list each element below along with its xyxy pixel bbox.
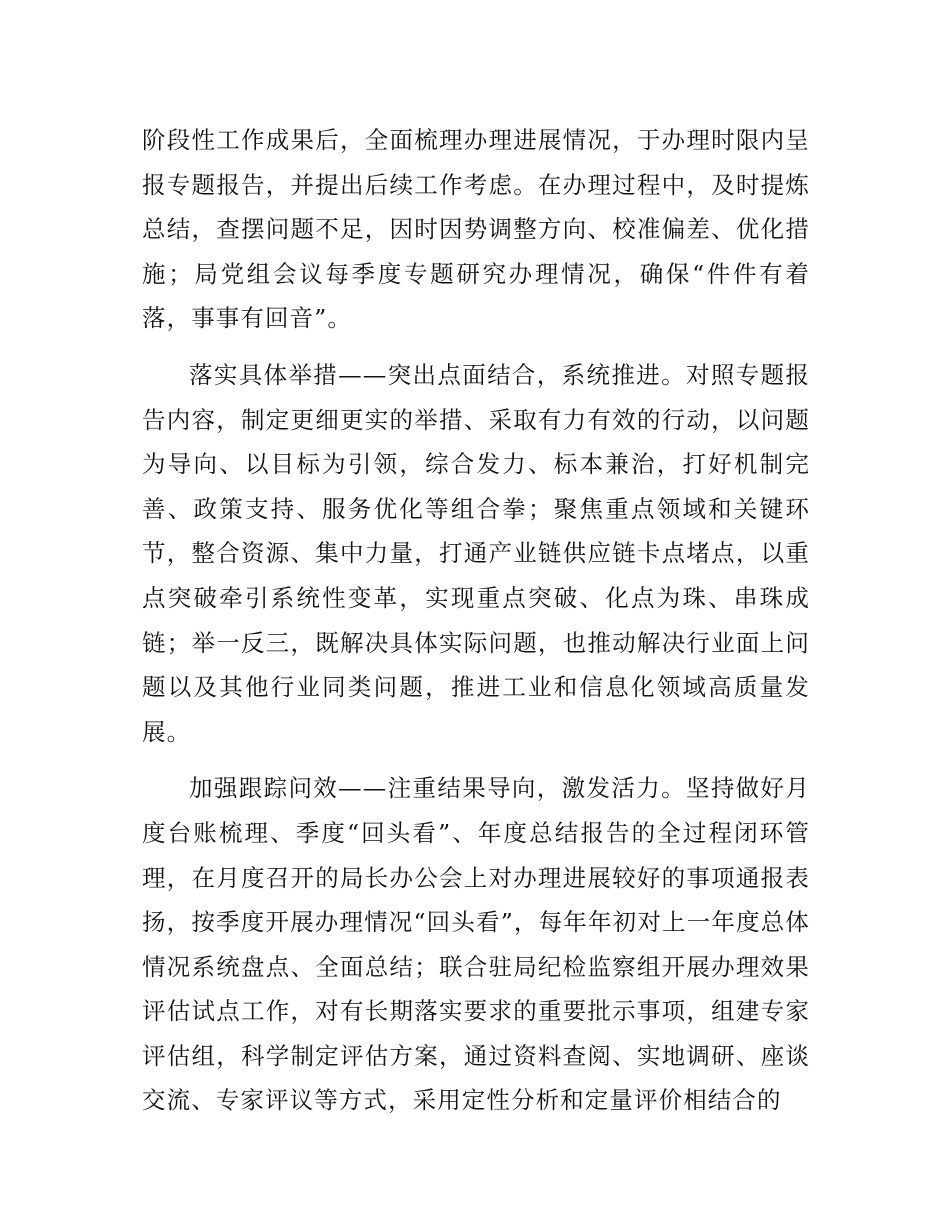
document-body: [142, 118, 810, 1123]
paragraph-implement-measures: 落实具体举措——突出点面结合，系统推进。对照专题报告内容，制定更细更实的举措、采取有力有效的行动，以问题为导向、以目标为引领，综合发力、标本兼治，打好机制完善、政策支持、服务优化等组合拳；聚焦重点领域和关键环节，整合资源、集中力量，打通产业链供应链卡点堵点，以重点突破牵引系统性变革，实现重点突破、化点为珠、串珠成链；举一反三，既解决具体实际问题，也推动解决行业面上问题以及其他行业同类问题，推进工业和信息化领域高质量发展。: [142, 360, 810, 746]
paragraph-gap: [142, 341, 810, 353]
paragraph-continuation: 阶段性工作成果后，全面梳理办理进展情况，于办理时限内呈报专题报告，并提出后续工作考虑。在办理过程中，及时提炼总结，查摆问题不足，因时因势调整方向、校准偏差、优化措施；局党组会议每季度专题研究办理情况，确保“件件有着落，事事有回音”。: [142, 126, 810, 333]
paragraph-tracking-effectiveness: 加强跟踪问效——注重结果导向，激发活力。坚持做好月度台账梳理、季度“回头看”、年度总结报告的全过程闭环管理，在月度召开的局长办公会上对办理进展较好的事项通报表扬，按季度开展办理情况“回头看”，每年年初对上一年度总体情况系统盘点、全面总结；联合驻局纪检监察组开展办理效果评估试点工作，对有长期落实要求的重要批示事项，组建专家评估组，科学制定评估方案，通过资料查阅、实地调研、座谈交流、专家评议等方式，采用定性分析和定量评价相结合的: [142, 774, 810, 1115]
paragraph-gap: [142, 754, 810, 766]
